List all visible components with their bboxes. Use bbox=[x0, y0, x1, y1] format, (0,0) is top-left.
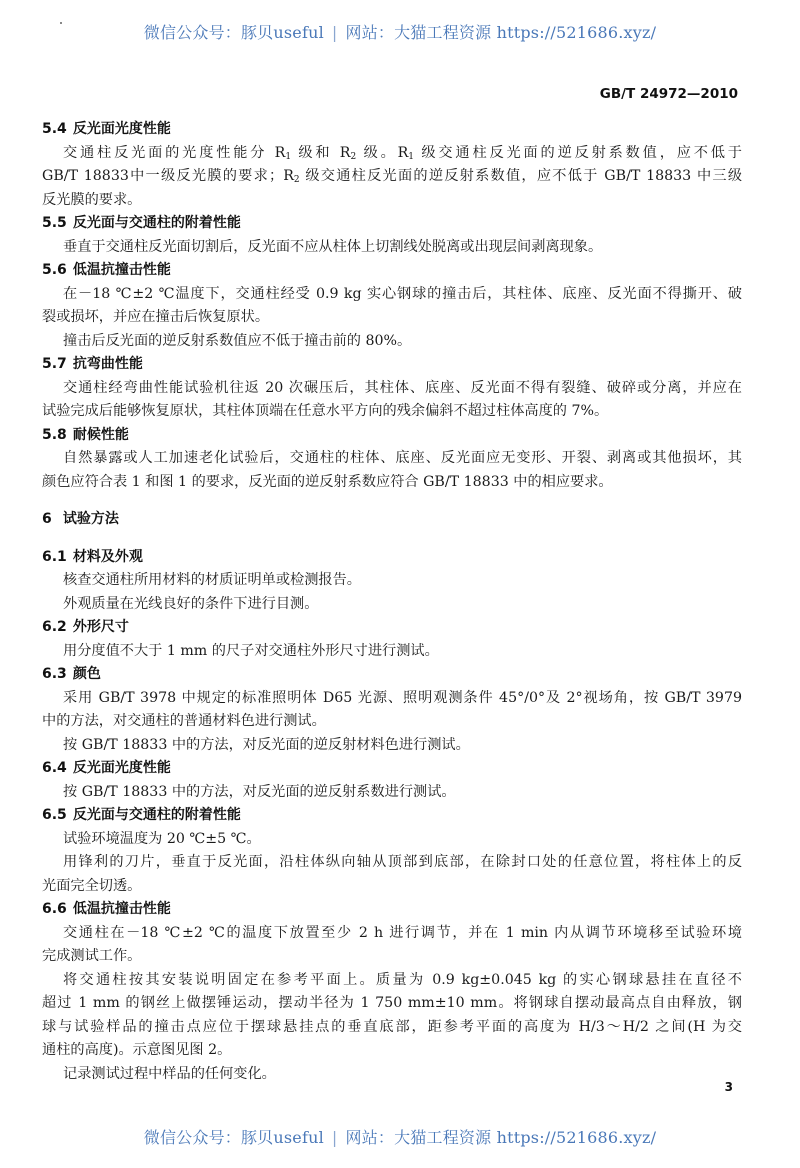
watermark-bottom bbox=[0, 1125, 800, 1148]
paragraph-line: 颜色应符合表 1 和图 1 的要求，反光面的逆反射系数应符合 GB/T 18833 中的相应要求。 bbox=[42, 473, 613, 490]
paragraph-line: 交通柱在－18 ℃±2 ℃的温度下放置至少 2 h 进行调节，并在 1 min 内从调节环境移至试验环境 bbox=[63, 924, 742, 941]
paragraph-line: 通柱的高度)。示意图见图 2。 bbox=[42, 1042, 232, 1058]
paragraph-line: 裂或损坏，并应在撞击后恢复原状。 bbox=[42, 309, 270, 325]
paragraph-line: 用分度值不大于 1 mm 的尺子对交通柱外形尺寸进行测试。 bbox=[63, 642, 439, 659]
section-heading-6-1: 6.1 材料及外观 bbox=[42, 548, 143, 565]
watermark-separator: | bbox=[331, 1128, 338, 1147]
paragraph-line: 垂直于交通柱反光面切割后，反光面不应从柱体上切割线处脱离或出现层间剥离现象。 bbox=[63, 238, 603, 255]
paragraph-line: 按 GB/T 18833 中的方法，对反光面的逆反射系数进行测试。 bbox=[63, 783, 456, 800]
watermark-wechat: 微信公众号：豚贝useful bbox=[143, 1128, 324, 1147]
paragraph-line: 核查交通柱所用材料的材质证明单或检测报告。 bbox=[63, 572, 361, 588]
section-heading-5-7: 5.7 抗弯曲性能 bbox=[42, 356, 143, 372]
paragraph-line: 试验环境温度为 20 ℃±5 ℃。 bbox=[63, 830, 261, 847]
paragraph-line: 交通柱反光面的光度性能分 $R_1$ 级和 $R_2$ 级。$R_1$ 级交通柱反光面的逆反射系数值，应不低于 bbox=[63, 144, 742, 162]
paragraph-line: 球与试验样品的撞击点应位于摆球悬挂点的垂直底部，距参考平面的高度为 H/3～H/2 之间(H 为交 bbox=[42, 1018, 742, 1035]
standard-code: GB/T 24972—2010 bbox=[599, 86, 738, 102]
paragraph-line: 光面完全切透。 bbox=[42, 877, 142, 894]
section-heading-6-3: 6.3 颜色 bbox=[42, 666, 101, 682]
paragraph-line: GB/T 18833中一级反光膜的要求；$R_2$ 级交通柱反光面的逆反射系数值，应不低于 GB/T 18833 中三级 bbox=[42, 168, 743, 185]
section-heading-6-4: 6.4 反光面光度性能 bbox=[42, 760, 171, 776]
section-heading-5-4: 5.4 反光面光度性能 bbox=[42, 121, 171, 137]
paragraph-line: 撞击后反光面的逆反射系数值应不低于撞击前的 80%。 bbox=[63, 332, 412, 349]
paragraph-line: 外观质量在光线良好的条件下进行目测。 bbox=[63, 595, 319, 612]
paragraph-line: 用锋利的刀片，垂直于反光面，沿柱体纵向轴从顶部到底部，在除封口处的任意位置，将柱体上的反 bbox=[63, 854, 742, 870]
watermark-wechat: 微信公众号：豚贝useful bbox=[143, 23, 324, 42]
chapter-heading-6: 6 试验方法 bbox=[42, 511, 119, 527]
watermark-top bbox=[0, 20, 800, 43]
section-heading-5-6: 5.6 低温抗撞击性能 bbox=[42, 262, 171, 278]
section-heading-6-2: 6.2 外形尺寸 bbox=[42, 619, 129, 635]
document-body bbox=[42, 118, 742, 1086]
paragraph-line: 在－18 ℃±2 ℃温度下，交通柱经受 0.9 kg 实心钢球的撞击后，其柱体、底座、反光面不得撕开、破 bbox=[63, 285, 742, 302]
section-heading-6-5: 6.5 反光面与交通柱的附着性能 bbox=[42, 807, 241, 823]
paragraph-line: 反光膜的要求。 bbox=[42, 191, 142, 208]
paragraph-line: 按 GB/T 18833 中的方法，对反光面的逆反射材料色进行测试。 bbox=[63, 736, 470, 753]
paragraph-line: 中的方法，对交通柱的普通材料色进行测试。 bbox=[42, 713, 326, 729]
paragraph-line: 试验完成后能够恢复原状，其柱体顶端在任意水平方向的残余偏斜不超过柱体高度的 7%。 bbox=[42, 403, 609, 419]
section-heading-5-5: 5.5 反光面与交通柱的附着性能 bbox=[42, 215, 241, 231]
paragraph-line: 记录测试过程中样品的任何变化。 bbox=[63, 1065, 276, 1082]
watermark-website: 网站：大猫工程资源 https://521686.xyz/ bbox=[345, 1128, 657, 1147]
section-heading-6-6: 6.6 低温抗撞击性能 bbox=[42, 901, 171, 917]
paragraph-line: 将交通柱按其安装说明固定在参考平面上。质量为 0.9 kg±0.045 kg 的实心钢球悬挂在直径不 bbox=[63, 971, 742, 988]
spacer bbox=[42, 532, 742, 546]
paragraph-line: 交通柱经弯曲性能试验机往返 20 次碾压后，其柱体、底座、反光面不得有裂缝、破碎或分离，并应在 bbox=[63, 379, 742, 396]
paragraph-line: 超过 1 mm 的钢丝上做摆锤运动，摆动半径为 1 750 mm±10 mm。将钢球自摆动最高点自由释放，钢 bbox=[42, 995, 742, 1011]
watermark-website: 网站：大猫工程资源 https://521686.xyz/ bbox=[345, 23, 657, 42]
page-number: 3 bbox=[724, 1080, 733, 1094]
paragraph-line: 完成测试工作。 bbox=[42, 948, 142, 964]
section-heading-5-8: 5.8 耐候性能 bbox=[42, 426, 129, 443]
watermark-separator: | bbox=[331, 23, 338, 42]
paragraph-line: 自然暴露或人工加速老化试验后，交通柱的柱体、底座、反光面应无变形、开裂、剥离或其他损坏，其 bbox=[63, 450, 742, 466]
spacer bbox=[42, 494, 742, 508]
paragraph-line: 采用 GB/T 3978 中规定的标准照明体 D65 光源、照明观测条件 45°/0°及 2°视场角，按 GB/T 3979 bbox=[63, 689, 742, 706]
